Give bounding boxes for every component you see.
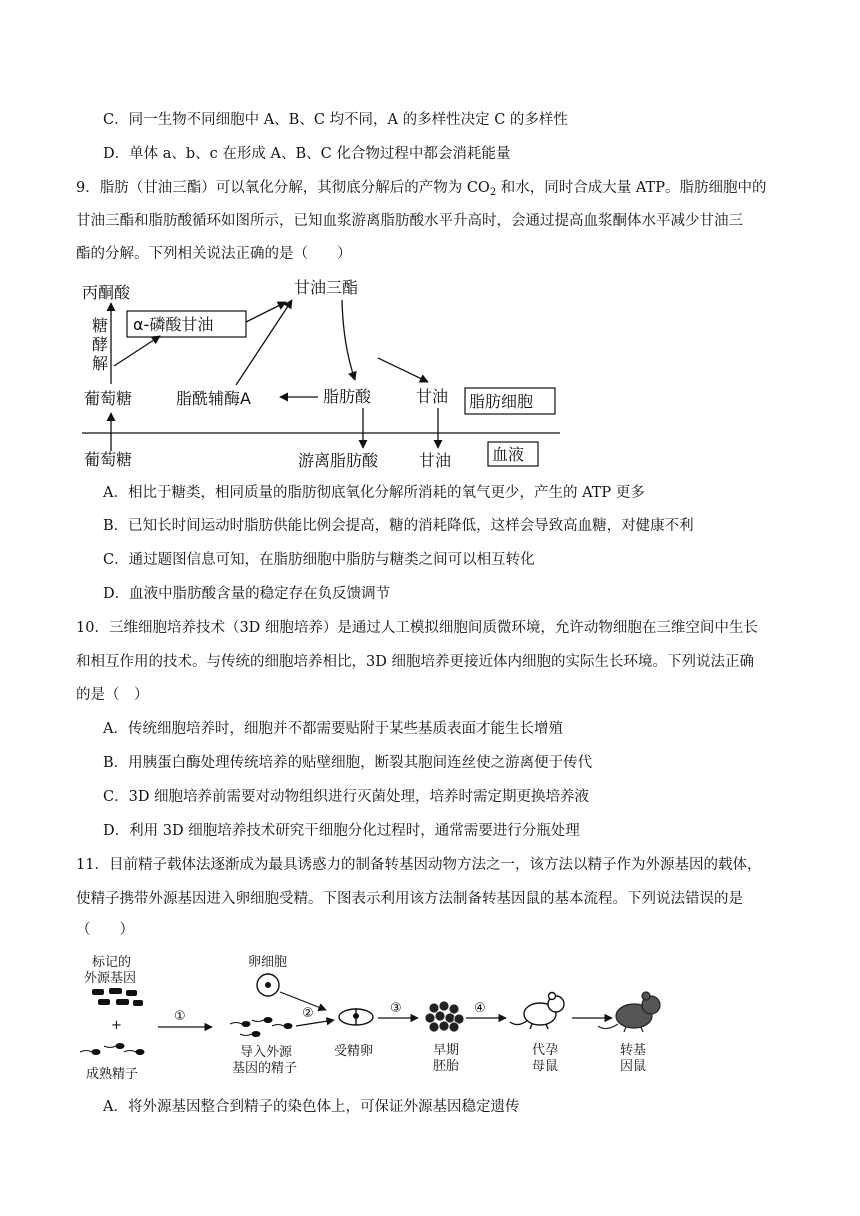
q11-stem-line-1: 11．目前精子载体法逐渐成为最具诱惑力的制备转基因动物方法之一，该方法以精子作为外源基因的载体， [76, 857, 762, 873]
plus-sign: + [111, 1018, 122, 1033]
pyruvate-label: 丙酮酸 [82, 283, 131, 302]
glucose-blood-label: 葡萄糖 [84, 450, 133, 469]
glycolysis-char-3: 解 [92, 354, 109, 373]
q10-option-b: B．用胰蛋白酶处理传统培养的贴壁细胞，断裂其胞间连丝使之游离便于传代 [103, 755, 593, 771]
transgenic-mouse-label-1: 转基 [620, 1043, 647, 1058]
glycerol-blood-label: 甘油 [419, 451, 452, 470]
q10-stem-line-2: 和相互作用的技术。与传统的细胞培养相比，3D 细胞培养更接近体内细胞的实际生长环境。下列说法正确 [76, 654, 754, 670]
q10-option-a: A．传统细胞培养时，细胞并不都需要贴附于某些基质表面才能生长增殖 [103, 721, 563, 737]
alpha-glycerol-phosphate-label: α-磷酸甘油 [133, 315, 214, 334]
q10-option-d: D．利用 3D 细胞培养技术研究干细胞分化过程时，通常需要进行分瓶处理 [103, 823, 580, 839]
fatty-acid-label: 脂肪酸 [323, 387, 372, 406]
fertilized-egg-label: 受精卵 [334, 1044, 374, 1059]
acyl-coa-label: 脂酰辅酶A [176, 389, 251, 408]
q9-stem-line-2: 甘油三酯和脂肪酸循环如图所示，已知血浆游离脂肪酸水平升高时，会通过提高血浆酮体水平减少甘油三 [76, 213, 743, 229]
q11-stem-line-3: （ ） [76, 922, 134, 938]
step-2-label: ② [302, 1006, 314, 1021]
sperm-with-gene-label-2: 基因的精子 [232, 1061, 298, 1076]
transgenic-mouse-label-2: 因鼠 [620, 1059, 647, 1074]
q8-option-d: D．单体 a、b、c 在形成 A、B、C 化合物过程中都会消耗能量 [103, 146, 511, 162]
surrogate-mouse-icon [510, 993, 564, 1030]
q11-option-a: A．将外源基因整合到精子的染色体上，可保证外源基因稳定遗传 [103, 1099, 520, 1115]
fat-cell-label: 脂肪细胞 [469, 392, 534, 411]
sperm-with-gene-icon [230, 1018, 292, 1037]
blood-label: 血液 [492, 445, 525, 464]
q9-stem-line-1: 9．脂肪（甘油三酯）可以氧化分解，其彻底分解后的产物为 $CO_2$ 和水，同时合成大量 ATP。脂肪细胞中的 [76, 180, 767, 198]
sperm-with-gene-label-1: 导入外源 [240, 1045, 293, 1060]
q9-stem-line-3: 酯的分解。下列相关说法正确的是（ ） [76, 246, 352, 262]
early-embryo-icon [425, 1001, 464, 1032]
q11-stem-line-2: 使精子携带外源基因进入卵细胞受精。下图表示利用该方法制备转基因鼠的基本流程。下列说法错误的是 [76, 891, 743, 907]
q10-stem-line-3: 的是（ ） [76, 687, 149, 703]
glycerol-cell-label: 甘油 [416, 387, 449, 406]
transgenic-mouse-icon [598, 992, 660, 1032]
early-embryo-label-1: 早期 [433, 1043, 460, 1058]
surrogate-mouse-label-2: 母鼠 [532, 1059, 559, 1074]
glycolysis-char-2: 酵 [92, 335, 109, 354]
marked-gene-label-2: 外源基因 [84, 971, 137, 986]
glycolysis-char-1: 糖 [92, 316, 109, 335]
early-embryo-label-2: 胚胎 [433, 1059, 460, 1074]
q9-option-c: C．通过题图信息可知，在脂肪细胞中脂肪与糖类之间可以相互转化 [103, 552, 535, 568]
mature-sperm-label: 成熟精子 [86, 1067, 139, 1082]
q9-option-a: A．相比于糖类，相同质量的脂肪彻底氧化分解所消耗的氧气更少，产生的 ATP 更多 [103, 485, 645, 501]
q8-option-c: C．同一生物不同细胞中 A、B、C 均不同，A 的多样性决定 C 的多样性 [103, 112, 568, 128]
mature-sperm-icon [80, 1044, 144, 1055]
marked-gene-label-1: 标记的 [92, 955, 132, 970]
free-fatty-acid-label: 游离脂肪酸 [298, 451, 379, 470]
q9-option-d: D．血液中脂肪酸含量的稳定存在负反馈调节 [103, 586, 391, 602]
egg-label: 卵细胞 [248, 955, 288, 970]
q10-stem-line-1: 10．三维细胞培养技术（3D 细胞培养）是通过人工模拟细胞间质微环境，允许动物细胞在三维空间中生长 [76, 620, 758, 636]
triglyceride-label: 甘油三酯 [294, 278, 359, 297]
gene-fragments-icon [92, 988, 143, 1006]
q9-option-b: B．已知长时间运动时脂肪供能比例会提高，糖的消耗降低，这样会导致高血糖，对健康不利 [103, 518, 694, 534]
glucose-cell-label: 葡萄糖 [84, 389, 133, 408]
surrogate-mouse-label-1: 代孕 [532, 1043, 559, 1058]
step-1-label: ① [174, 1009, 186, 1024]
step-4-label: ④ [474, 1001, 486, 1016]
q10-option-c: C．3D 细胞培养前需要对动物组织进行灭菌处理，培养时需定期更换培养液 [103, 789, 590, 805]
step-3-label: ③ [390, 1001, 402, 1016]
